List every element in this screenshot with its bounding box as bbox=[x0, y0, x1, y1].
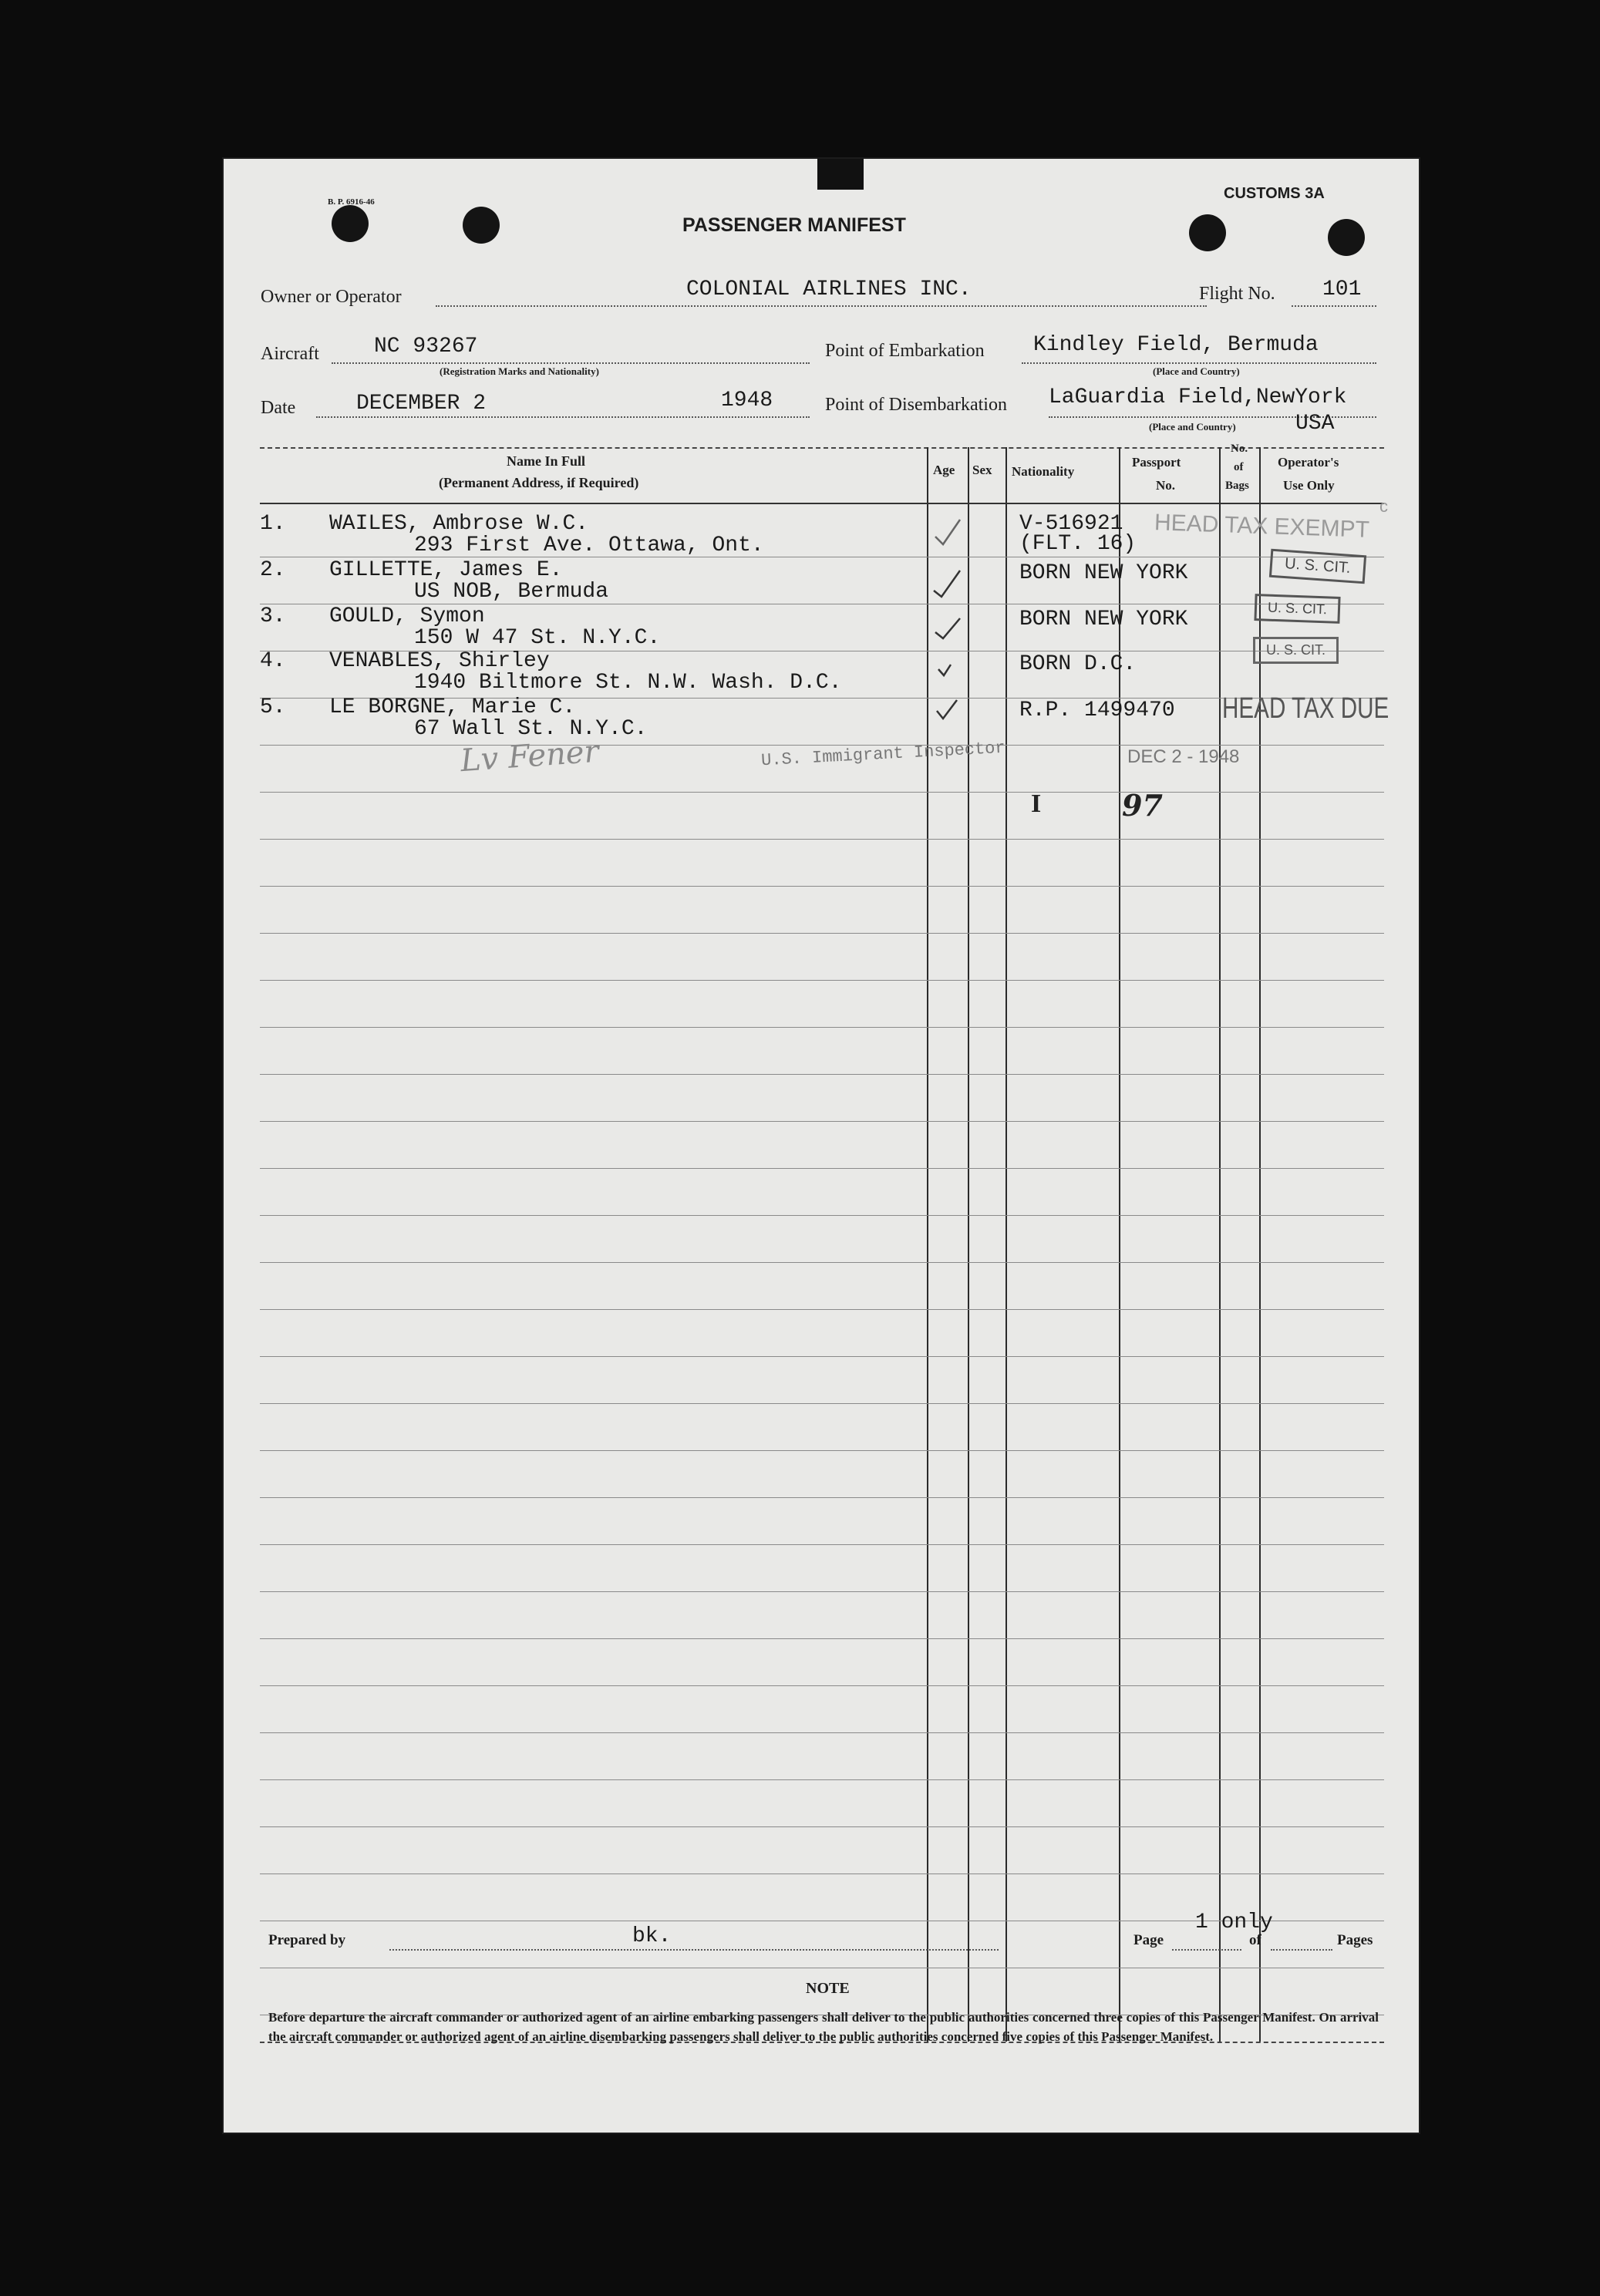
col-divider-bags bbox=[1219, 447, 1221, 2042]
us-citizen-stamp: U. S. CIT. bbox=[1253, 637, 1339, 664]
nationality-header: Nationality bbox=[1012, 464, 1075, 479]
disembarkation-label: Point of Disembarkation bbox=[825, 395, 1007, 415]
ruled-line bbox=[260, 980, 1384, 981]
ruled-line bbox=[260, 886, 1384, 887]
check-mark-icon bbox=[935, 618, 960, 638]
check-mark-icon bbox=[937, 700, 957, 719]
customs-form-number: CUSTOMS 3A bbox=[1224, 185, 1325, 202]
ruled-line bbox=[260, 1779, 1384, 1780]
passenger-address: 293 First Ave. Ottawa, Ont. bbox=[414, 534, 764, 557]
embarkation-line bbox=[1022, 362, 1376, 364]
punch-hole bbox=[332, 205, 369, 242]
ruled-line bbox=[260, 1450, 1384, 1451]
ruled-line bbox=[260, 1168, 1384, 1169]
passenger-address: 1940 Biltmore St. N.W. Wash. D.C. bbox=[414, 671, 842, 695]
owner-line bbox=[436, 305, 1207, 307]
ruled-line bbox=[260, 1591, 1384, 1592]
count-prefix: I bbox=[1031, 789, 1042, 818]
disembarkation-value: LaGuardia Field,NewYork bbox=[1049, 385, 1347, 409]
manifest-sheet bbox=[224, 159, 1419, 2133]
passenger-name: GILLETTE, James E. bbox=[329, 558, 563, 582]
ruled-line bbox=[260, 933, 1384, 934]
check-mark-icon bbox=[935, 520, 960, 544]
passenger-nationality: BORN NEW YORK bbox=[1019, 561, 1188, 585]
passenger-name: LE BORGNE, Marie C. bbox=[329, 695, 576, 719]
passenger-count: 97 bbox=[1122, 788, 1163, 823]
passenger-nationality: BORN D.C. bbox=[1019, 652, 1137, 676]
header-rule bbox=[260, 503, 1384, 504]
ruled-line bbox=[260, 1732, 1384, 1733]
inspector-stamp: U.S. Immigrant Inspector bbox=[760, 738, 1006, 771]
date-value: DECEMBER 2 bbox=[356, 392, 487, 416]
owner-label: Owner or Operator bbox=[261, 287, 402, 307]
bags-subheader-of: of bbox=[1234, 461, 1244, 473]
ruled-line bbox=[260, 1356, 1384, 1357]
name-header: Name In Full bbox=[507, 453, 586, 469]
check-mark-icon bbox=[934, 571, 960, 597]
pages-line bbox=[1271, 1949, 1332, 1951]
operator-subheader: Use Only bbox=[1283, 478, 1335, 493]
age-check-marks bbox=[932, 517, 963, 779]
page-label: Page bbox=[1133, 1932, 1164, 1948]
embarkation-sublabel: (Place and Country) bbox=[1153, 365, 1240, 377]
row-number: 3. bbox=[260, 604, 286, 628]
note-text: Before departure the aircraft commander or authorized agent of an airline embarking passengers shall deliver to the public authorities concerned three copies of this Passenger Manifest. On arrival the aircraft commander or authorized agent of an airline disembarking passengers shall deliver to the public authorities concerned five copies of this Passenger Manifest. bbox=[268, 2010, 1379, 2044]
table-top-rule bbox=[260, 447, 1384, 449]
inspection-date-stamp: DEC 2 - 1948 bbox=[1127, 746, 1240, 767]
passenger-name: GOULD, Symon bbox=[329, 604, 485, 628]
name-subheader: (Permanent Address, if Required) bbox=[439, 475, 639, 490]
passenger-name: WAILES, Ambrose W.C. bbox=[329, 512, 589, 536]
date-line bbox=[316, 416, 810, 418]
ruled-line bbox=[260, 1215, 1384, 1216]
ruled-line bbox=[260, 839, 1384, 840]
col-divider-sex bbox=[968, 447, 969, 2042]
passenger-address: US NOB, Bermuda bbox=[414, 580, 609, 604]
prepared-by-label: Prepared by bbox=[268, 1932, 346, 1948]
col-divider-passport bbox=[1119, 447, 1120, 2042]
passenger-table bbox=[260, 443, 1389, 2057]
col-divider-age bbox=[927, 447, 928, 2042]
ruled-line bbox=[260, 1873, 1384, 1874]
row-number: 4. bbox=[260, 649, 286, 673]
passenger-nationality: BORN NEW YORK bbox=[1019, 608, 1188, 631]
embarkation-value: Kindley Field, Bermuda bbox=[1033, 333, 1319, 357]
ruled-line bbox=[260, 1262, 1384, 1263]
ruled-line bbox=[260, 1309, 1384, 1310]
stamp-mark: c bbox=[1379, 497, 1388, 516]
embarkation-label: Point of Embarkation bbox=[825, 341, 985, 361]
ruled-line bbox=[260, 1403, 1384, 1404]
passport-subheader: No. bbox=[1156, 478, 1176, 493]
passenger-nationality: R.P. 1499470 bbox=[1019, 699, 1175, 722]
check-mark-icon bbox=[938, 665, 951, 675]
page-value: 1 only bbox=[1195, 1911, 1273, 1934]
ruled-line bbox=[260, 1121, 1384, 1122]
col-divider-operator bbox=[1259, 447, 1261, 2042]
pages-label: Pages bbox=[1337, 1932, 1373, 1948]
row-number: 5. bbox=[260, 695, 286, 719]
flight-value: 101 bbox=[1322, 278, 1362, 301]
prepared-by-value: bk. bbox=[632, 1924, 672, 1948]
ruled-line bbox=[260, 1544, 1384, 1545]
ruled-line bbox=[260, 1497, 1384, 1498]
row-number: 1. bbox=[260, 512, 286, 536]
bags-subheader: Bags bbox=[1225, 480, 1249, 492]
sex-header: Sex bbox=[972, 463, 992, 477]
punch-hole bbox=[1328, 219, 1365, 256]
passenger-name: VENABLES, Shirley bbox=[329, 649, 550, 673]
aircraft-label: Aircraft bbox=[261, 344, 319, 364]
flight-label: Flight No. bbox=[1199, 284, 1275, 304]
operator-header: Operator's bbox=[1278, 455, 1339, 470]
ruled-line bbox=[260, 1685, 1384, 1686]
form-title: PASSENGER MANIFEST bbox=[682, 214, 906, 236]
passenger-nationality: V-516921 bbox=[1019, 512, 1123, 536]
passenger-address: 67 Wall St. N.Y.C. bbox=[414, 717, 648, 741]
owner-value: COLONIAL AIRLINES INC. bbox=[686, 278, 972, 301]
of-label: of bbox=[1249, 1932, 1261, 1948]
punch-hole bbox=[1189, 214, 1226, 251]
passenger-address: 150 W 47 St. N.Y.C. bbox=[414, 626, 661, 650]
ruled-line bbox=[260, 792, 1384, 793]
row-number: 2. bbox=[260, 558, 286, 582]
year-value: 1948 bbox=[721, 389, 773, 412]
ruled-line bbox=[260, 1074, 1384, 1075]
age-header: Age bbox=[933, 463, 955, 477]
tear-mark bbox=[817, 159, 864, 190]
ruled-line bbox=[260, 1826, 1384, 1827]
aircraft-value: NC 93267 bbox=[374, 335, 478, 359]
us-citizen-stamp: U. S. CIT. bbox=[1269, 549, 1366, 584]
page-line bbox=[1172, 1949, 1241, 1951]
ruled-line bbox=[260, 1638, 1384, 1639]
disembarkation-sublabel: (Place and Country) bbox=[1149, 421, 1236, 433]
inspector-signature: Lv Fener bbox=[459, 733, 601, 779]
col-divider-nationality bbox=[1005, 447, 1007, 2042]
passport-header: Passport bbox=[1132, 455, 1181, 470]
note-title: NOTE bbox=[806, 1980, 850, 1997]
passenger-nationality-note: (FLT. 16) bbox=[1019, 532, 1137, 556]
prepared-by-line bbox=[389, 1949, 999, 1951]
date-label: Date bbox=[261, 398, 296, 418]
flight-line bbox=[1292, 305, 1376, 307]
ruled-line bbox=[260, 745, 1384, 746]
bags-header: No. bbox=[1231, 443, 1248, 455]
form-code: B. P. 6916-46 bbox=[328, 197, 375, 207]
disembarkation-country: USA bbox=[1295, 412, 1335, 436]
punch-hole bbox=[463, 207, 500, 244]
head-tax-due-stamp: HEAD TAX DUE bbox=[1222, 692, 1389, 725]
aircraft-sublabel: (Registration Marks and Nationality) bbox=[440, 365, 599, 377]
us-citizen-stamp: U. S. CIT. bbox=[1254, 594, 1340, 624]
aircraft-line bbox=[332, 362, 810, 364]
head-tax-exempt-stamp: HEAD TAX EXEMPT bbox=[1154, 510, 1370, 543]
ruled-line bbox=[260, 1027, 1384, 1028]
